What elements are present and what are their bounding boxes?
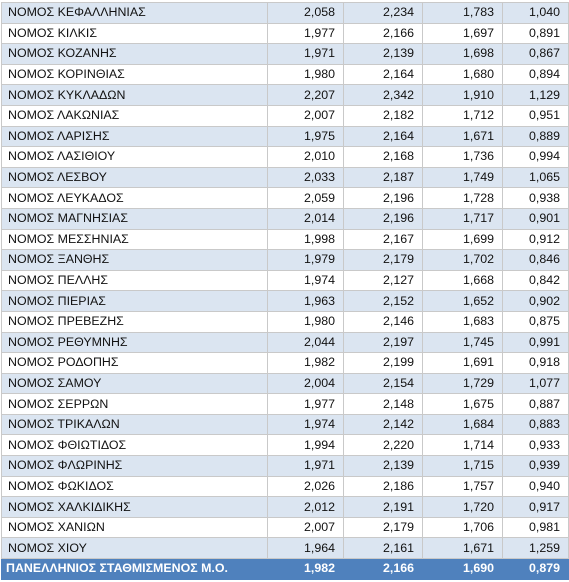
- value-cell-4[interactable]: 0,887: [503, 394, 569, 415]
- table-row[interactable]: [2, 456, 569, 477]
- value-cell-3[interactable]: 1,706: [423, 517, 503, 538]
- value-cell-2[interactable]: 2,182: [344, 105, 423, 126]
- region-name-cell[interactable]: ΝΟΜΟΣ ΛΑΣΙΘΙΟΥ: [2, 147, 268, 168]
- value-cell-3[interactable]: 1,720: [423, 497, 503, 518]
- value-cell-3[interactable]: 1,683: [423, 311, 503, 332]
- region-name-cell[interactable]: ΝΟΜΟΣ ΚΟΡΙΝΘΙΑΣ: [2, 64, 268, 85]
- region-name-cell[interactable]: ΝΟΜΟΣ ΚΟΖΑΝΗΣ: [2, 44, 268, 65]
- value-cell-4[interactable]: 0,867: [503, 44, 569, 65]
- price-table: [1, 2, 569, 580]
- value-cell-2[interactable]: 2,152: [344, 291, 423, 312]
- region-name-cell[interactable]: ΝΟΜΟΣ ΧΙΟΥ: [2, 538, 268, 559]
- value-cell-2[interactable]: 2,167: [344, 229, 423, 250]
- region-name-cell[interactable]: ΝΟΜΟΣ ΚΕΦΑΛΛΗΝΙΑΣ: [2, 3, 268, 24]
- value-cell-3[interactable]: 1,671: [423, 126, 503, 147]
- table-row[interactable]: [2, 44, 569, 65]
- value-cell-3[interactable]: 1,715: [423, 456, 503, 477]
- table-row[interactable]: [2, 517, 569, 538]
- value-cell-4[interactable]: 0,951: [503, 105, 569, 126]
- value-cell-2[interactable]: 2,179: [344, 517, 423, 538]
- value-cell-2[interactable]: 2,234: [344, 3, 423, 24]
- value-cell-2[interactable]: 2,186: [344, 476, 423, 497]
- table-row[interactable]: [2, 126, 569, 147]
- value-cell-1[interactable]: 1,975: [268, 126, 344, 147]
- value-cell-3[interactable]: 1,736: [423, 147, 503, 168]
- table-row[interactable]: [2, 270, 569, 291]
- value-cell-3[interactable]: 1,749: [423, 167, 503, 188]
- value-cell-4[interactable]: 0,991: [503, 332, 569, 353]
- value-cell-4[interactable]: 0,901: [503, 208, 569, 229]
- value-cell-3[interactable]: 1,910: [423, 85, 503, 106]
- region-name-cell[interactable]: ΝΟΜΟΣ ΧΑΝΙΩΝ: [2, 517, 268, 538]
- table-row[interactable]: [2, 373, 569, 394]
- region-name-cell[interactable]: ΝΟΜΟΣ ΣΑΜΟΥ: [2, 373, 268, 394]
- region-name-cell[interactable]: ΝΟΜΟΣ ΠΡΕΒΕΖΗΣ: [2, 311, 268, 332]
- value-cell-4[interactable]: 0,917: [503, 497, 569, 518]
- value-cell-3[interactable]: 1,702: [423, 250, 503, 271]
- value-cell-4[interactable]: 0,994: [503, 147, 569, 168]
- value-cell-1[interactable]: 1,977: [268, 23, 344, 44]
- value-cell-1[interactable]: 2,014: [268, 208, 344, 229]
- table-row[interactable]: [2, 105, 569, 126]
- value-cell-2[interactable]: 2,196: [344, 208, 423, 229]
- table-row[interactable]: [2, 64, 569, 85]
- total-value-cell-4[interactable]: 0,879: [503, 559, 569, 580]
- region-name-cell[interactable]: ΝΟΜΟΣ ΛΑΡΙΣΗΣ: [2, 126, 268, 147]
- value-cell-2[interactable]: 2,146: [344, 311, 423, 332]
- value-cell-1[interactable]: 2,007: [268, 105, 344, 126]
- table-row[interactable]: [2, 414, 569, 435]
- value-cell-3[interactable]: 1,699: [423, 229, 503, 250]
- total-value-cell-1[interactable]: 1,982: [268, 559, 344, 580]
- value-cell-3[interactable]: 1,728: [423, 188, 503, 209]
- value-cell-4[interactable]: 0,940: [503, 476, 569, 497]
- value-cell-3[interactable]: 1,698: [423, 44, 503, 65]
- table-row[interactable]: [2, 394, 569, 415]
- value-cell-4[interactable]: 0,875: [503, 311, 569, 332]
- value-cell-4[interactable]: 1,129: [503, 85, 569, 106]
- value-cell-4[interactable]: 1,259: [503, 538, 569, 559]
- value-cell-2[interactable]: 2,342: [344, 85, 423, 106]
- region-name-cell[interactable]: ΝΟΜΟΣ ΜΑΓΝΗΣΙΑΣ: [2, 208, 268, 229]
- region-name-cell[interactable]: ΝΟΜΟΣ ΚΥΚΛΑΔΩΝ: [2, 85, 268, 106]
- region-name-cell[interactable]: ΝΟΜΟΣ ΛΑΚΩΝΙΑΣ: [2, 105, 268, 126]
- value-cell-3[interactable]: 1,757: [423, 476, 503, 497]
- value-cell-1[interactable]: 1,980: [268, 311, 344, 332]
- value-cell-2[interactable]: 2,142: [344, 414, 423, 435]
- value-cell-1[interactable]: 2,012: [268, 497, 344, 518]
- region-name-cell[interactable]: ΝΟΜΟΣ ΛΕΣΒΟΥ: [2, 167, 268, 188]
- value-cell-4[interactable]: 1,077: [503, 373, 569, 394]
- table-row[interactable]: [2, 85, 569, 106]
- total-value-cell-2[interactable]: 2,166: [344, 559, 423, 580]
- region-name-cell[interactable]: ΝΟΜΟΣ ΡΟΔΟΠΗΣ: [2, 353, 268, 374]
- table-row[interactable]: [2, 188, 569, 209]
- table-row[interactable]: [2, 497, 569, 518]
- value-cell-1[interactable]: 1,979: [268, 250, 344, 271]
- value-cell-4[interactable]: 0,939: [503, 456, 569, 477]
- value-cell-3[interactable]: 1,684: [423, 414, 503, 435]
- value-cell-4[interactable]: 0,889: [503, 126, 569, 147]
- value-cell-3[interactable]: 1,668: [423, 270, 503, 291]
- table-row[interactable]: [2, 208, 569, 229]
- value-cell-4[interactable]: 0,894: [503, 64, 569, 85]
- value-cell-2[interactable]: 2,139: [344, 44, 423, 65]
- value-cell-4[interactable]: 0,981: [503, 517, 569, 538]
- value-cell-3[interactable]: 1,675: [423, 394, 503, 415]
- region-name-cell[interactable]: ΝΟΜΟΣ ΞΑΝΘΗΣ: [2, 250, 268, 271]
- table-row[interactable]: [2, 167, 569, 188]
- table-row[interactable]: [2, 538, 569, 559]
- value-cell-1[interactable]: 1,974: [268, 414, 344, 435]
- total-label-cell[interactable]: ΠΑΝΕΛΛΗΝΙΟΣ ΣΤΑΘΜΙΣΜΕΝΟΣ Μ.Ο.: [2, 559, 268, 580]
- value-cell-3[interactable]: 1,729: [423, 373, 503, 394]
- value-cell-2[interactable]: 2,199: [344, 353, 423, 374]
- table-row[interactable]: [2, 3, 569, 24]
- region-name-cell[interactable]: ΝΟΜΟΣ ΡΕΘΥΜΝΗΣ: [2, 332, 268, 353]
- table-row[interactable]: [2, 435, 569, 456]
- table-row[interactable]: [2, 291, 569, 312]
- region-name-cell[interactable]: ΝΟΜΟΣ ΠΙΕΡΙΑΣ: [2, 291, 268, 312]
- value-cell-3[interactable]: 1,680: [423, 64, 503, 85]
- region-name-cell[interactable]: ΝΟΜΟΣ ΜΕΣΣΗΝΙΑΣ: [2, 229, 268, 250]
- value-cell-4[interactable]: 0,891: [503, 23, 569, 44]
- value-cell-2[interactable]: 2,220: [344, 435, 423, 456]
- value-cell-4[interactable]: 1,065: [503, 167, 569, 188]
- value-cell-2[interactable]: 2,139: [344, 456, 423, 477]
- value-cell-3[interactable]: 1,745: [423, 332, 503, 353]
- value-cell-2[interactable]: 2,161: [344, 538, 423, 559]
- value-cell-2[interactable]: 2,196: [344, 188, 423, 209]
- value-cell-1[interactable]: 2,007: [268, 517, 344, 538]
- region-name-cell[interactable]: ΝΟΜΟΣ ΣΕΡΡΩΝ: [2, 394, 268, 415]
- value-cell-3[interactable]: 1,783: [423, 3, 503, 24]
- value-cell-1[interactable]: 1,994: [268, 435, 344, 456]
- value-cell-4[interactable]: 0,938: [503, 188, 569, 209]
- table-row[interactable]: [2, 147, 569, 168]
- value-cell-2[interactable]: 2,179: [344, 250, 423, 271]
- value-cell-1[interactable]: 2,010: [268, 147, 344, 168]
- value-cell-1[interactable]: 1,998: [268, 229, 344, 250]
- value-cell-2[interactable]: 2,164: [344, 126, 423, 147]
- value-cell-1[interactable]: 1,974: [268, 270, 344, 291]
- value-cell-1[interactable]: 2,033: [268, 167, 344, 188]
- value-cell-1[interactable]: 2,026: [268, 476, 344, 497]
- value-cell-3[interactable]: 1,717: [423, 208, 503, 229]
- value-cell-3[interactable]: 1,714: [423, 435, 503, 456]
- value-cell-4[interactable]: 1,040: [503, 3, 569, 24]
- table-row[interactable]: [2, 23, 569, 44]
- value-cell-4[interactable]: 0,846: [503, 250, 569, 271]
- region-name-cell[interactable]: ΝΟΜΟΣ ΦΘΙΩΤΙΔΟΣ: [2, 435, 268, 456]
- value-cell-1[interactable]: 1,964: [268, 538, 344, 559]
- table-row[interactable]: [2, 332, 569, 353]
- value-cell-1[interactable]: 2,207: [268, 85, 344, 106]
- value-cell-1[interactable]: 1,980: [268, 64, 344, 85]
- total-value-cell-3[interactable]: 1,690: [423, 559, 503, 580]
- value-cell-1[interactable]: 1,977: [268, 394, 344, 415]
- value-cell-2[interactable]: 2,197: [344, 332, 423, 353]
- value-cell-3[interactable]: 1,691: [423, 353, 503, 374]
- region-name-cell[interactable]: ΝΟΜΟΣ ΛΕΥΚΑΔΟΣ: [2, 188, 268, 209]
- table-row[interactable]: [2, 311, 569, 332]
- value-cell-2[interactable]: 2,127: [344, 270, 423, 291]
- value-cell-2[interactable]: 2,164: [344, 64, 423, 85]
- value-cell-1[interactable]: 1,971: [268, 456, 344, 477]
- table-row[interactable]: [2, 476, 569, 497]
- value-cell-3[interactable]: 1,697: [423, 23, 503, 44]
- value-cell-4[interactable]: 0,933: [503, 435, 569, 456]
- value-cell-4[interactable]: 0,912: [503, 229, 569, 250]
- table-row[interactable]: [2, 353, 569, 374]
- value-cell-1[interactable]: 1,982: [268, 353, 344, 374]
- value-cell-3[interactable]: 1,652: [423, 291, 503, 312]
- region-name-cell[interactable]: ΝΟΜΟΣ ΦΩΚΙΔΟΣ: [2, 476, 268, 497]
- value-cell-2[interactable]: 2,187: [344, 167, 423, 188]
- value-cell-1[interactable]: 1,971: [268, 44, 344, 65]
- value-cell-4[interactable]: 0,918: [503, 353, 569, 374]
- region-name-cell[interactable]: ΝΟΜΟΣ ΦΛΩΡΙΝΗΣ: [2, 456, 268, 477]
- value-cell-4[interactable]: 0,902: [503, 291, 569, 312]
- value-cell-1[interactable]: 2,004: [268, 373, 344, 394]
- value-cell-2[interactable]: 2,191: [344, 497, 423, 518]
- table-body: [2, 3, 569, 580]
- region-name-cell[interactable]: ΝΟΜΟΣ ΧΑΛΚΙΔΙΚΗΣ: [2, 497, 268, 518]
- value-cell-3[interactable]: 1,712: [423, 105, 503, 126]
- value-cell-4[interactable]: 0,842: [503, 270, 569, 291]
- value-cell-1[interactable]: 2,059: [268, 188, 344, 209]
- value-cell-2[interactable]: 2,154: [344, 373, 423, 394]
- region-name-cell[interactable]: ΝΟΜΟΣ ΠΕΛΛΗΣ: [2, 270, 268, 291]
- value-cell-1[interactable]: 2,044: [268, 332, 344, 353]
- value-cell-2[interactable]: 2,166: [344, 23, 423, 44]
- value-cell-1[interactable]: 1,963: [268, 291, 344, 312]
- total-row[interactable]: [2, 559, 569, 580]
- region-name-cell[interactable]: ΝΟΜΟΣ ΚΙΛΚΙΣ: [2, 23, 268, 44]
- value-cell-3[interactable]: 1,671: [423, 538, 503, 559]
- value-cell-2[interactable]: 2,168: [344, 147, 423, 168]
- value-cell-2[interactable]: 2,148: [344, 394, 423, 415]
- value-cell-4[interactable]: 0,883: [503, 414, 569, 435]
- table-row[interactable]: [2, 229, 569, 250]
- table-row[interactable]: [2, 250, 569, 271]
- value-cell-1[interactable]: 2,058: [268, 3, 344, 24]
- region-name-cell[interactable]: ΝΟΜΟΣ ΤΡΙΚΑΛΩΝ: [2, 414, 268, 435]
